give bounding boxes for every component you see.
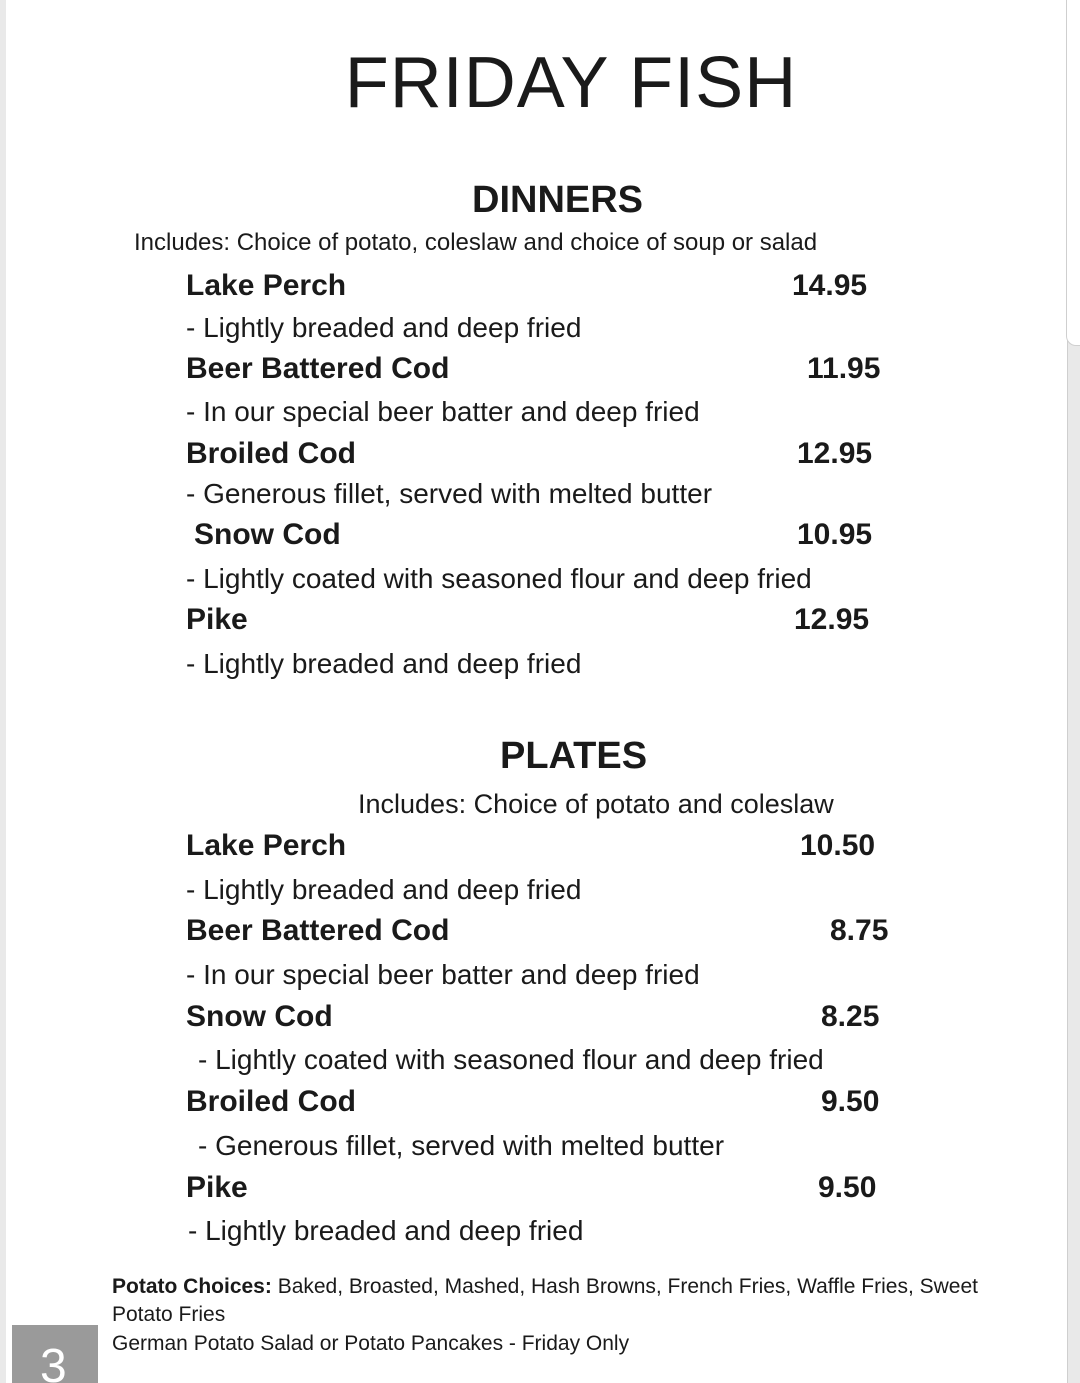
dinner-item-desc: - Lightly breaded and deep fried — [186, 312, 582, 343]
plate-item-desc: - Lightly coated with seasoned flour and deep fried — [198, 1044, 824, 1075]
plate-item-price: 8.75 — [830, 914, 889, 947]
dinner-item-desc: - Lightly breaded and deep fried — [186, 648, 582, 679]
menu-page — [6, 0, 1068, 1383]
plate-item-price: 9.50 — [821, 1085, 880, 1118]
menu-title: FRIDAY FISH — [344, 43, 798, 123]
dinner-item-name: Pike — [186, 603, 248, 636]
plate-item-name: Broiled Cod — [186, 1085, 356, 1118]
dinner-item-desc: - In our special beer batter and deep fried — [186, 396, 700, 427]
plate-item-name: Lake Perch — [186, 829, 347, 862]
plate-item-name: Beer Battered Cod — [186, 914, 450, 947]
dinners-heading: DINNERS — [472, 179, 644, 221]
friday-only-note: German Potato Salad or Potato Pancakes - Friday Only — [112, 1332, 630, 1355]
dinner-item-price: 10.95 — [797, 518, 873, 551]
dinner-item-name: Beer Battered Cod — [186, 352, 450, 385]
dinner-item-name: Snow Cod — [194, 518, 341, 551]
potato-choices-label: Potato Choices: — [112, 1275, 272, 1298]
potato-choices-cont: Potato Fries — [112, 1303, 226, 1326]
plate-item-price: 9.50 — [818, 1171, 877, 1204]
dinner-item-name: Lake Perch — [186, 269, 347, 302]
plate-item-desc: - Generous fillet, served with melted butter — [198, 1130, 725, 1161]
plate-item-price: 10.50 — [800, 829, 876, 862]
dinner-item-desc: - Lightly coated with seasoned flour and deep fried — [186, 563, 812, 594]
page-number: 3 — [40, 1340, 67, 1383]
plate-item-name: Pike — [186, 1171, 248, 1204]
dinner-item-price: 12.95 — [794, 603, 870, 636]
dinner-item-name: Broiled Cod — [186, 437, 356, 470]
scroll-edge — [1066, 0, 1080, 346]
page-number-badge — [12, 1325, 98, 1383]
plates-includes: Includes: Choice of potato and coleslaw — [358, 789, 834, 819]
plate-item-desc: - Lightly breaded and deep fried — [186, 874, 582, 905]
plate-item-price: 8.25 — [821, 1000, 880, 1033]
potato-choices-line — [112, 1273, 978, 1301]
dinner-item-price: 12.95 — [797, 437, 873, 470]
plate-item-desc: - In our special beer batter and deep fried — [186, 959, 700, 990]
plate-item-name: Snow Cod — [186, 1000, 333, 1033]
dinner-item-price: 11.95 — [807, 352, 881, 385]
dinner-item-price: 14.95 — [792, 269, 868, 302]
plates-heading: PLATES — [500, 735, 648, 777]
dinners-includes: Includes: Choice of potato, coleslaw and choice of soup or salad — [134, 229, 818, 256]
dinner-item-desc: - Generous fillet, served with melted butter — [186, 478, 713, 509]
plate-item-desc: - Lightly breaded and deep fried — [188, 1215, 584, 1246]
potato-choices-list: Baked, Broasted, Mashed, Hash Browns, French Fries, Waffle Fries, Sweet — [271, 1275, 978, 1298]
